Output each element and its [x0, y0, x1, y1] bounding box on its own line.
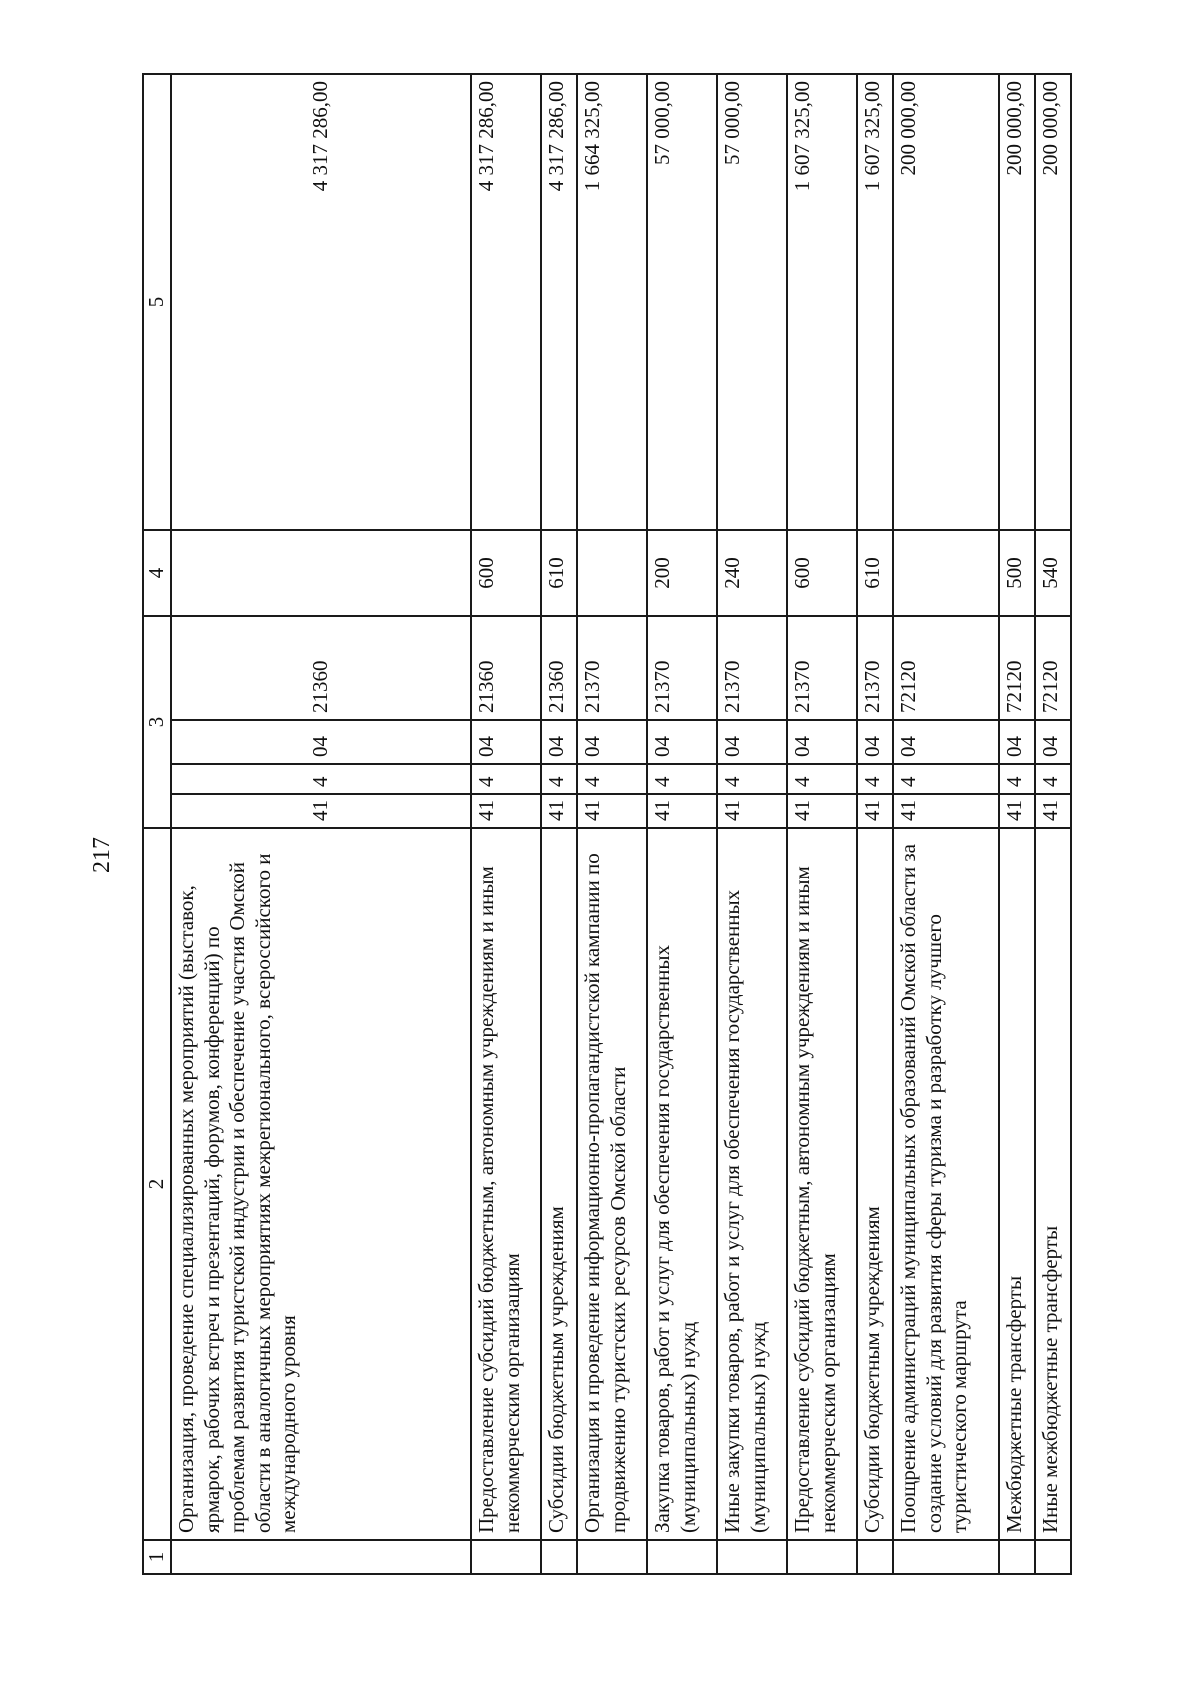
row-code-direction: 21370 — [577, 616, 647, 720]
table-row — [893, 74, 999, 1574]
row-code-direction: 72120 — [1035, 616, 1071, 720]
row-code-program: 41 — [471, 794, 541, 828]
row-code-program: 41 — [717, 794, 787, 828]
header-row — [143, 74, 171, 1574]
row-amount: 4 317 286,00 — [171, 74, 471, 530]
row-code-subprogram: 4 — [717, 764, 787, 794]
row-code-event: 04 — [787, 720, 857, 764]
table-row — [471, 74, 541, 1574]
row-code-direction: 21370 — [647, 616, 717, 720]
header-col-3: 3 — [143, 616, 171, 828]
header-col-2: 2 — [143, 828, 171, 1540]
row-col1 — [577, 1540, 647, 1574]
row-code-direction: 72120 — [999, 616, 1035, 720]
row-code-direction: 21370 — [787, 616, 857, 720]
row-code-program: 41 — [647, 794, 717, 828]
table-row — [857, 74, 893, 1574]
row-amount: 1 607 325,00 — [787, 74, 857, 530]
header-col-1: 1 — [143, 1540, 171, 1574]
page-number: 217 — [89, 837, 115, 873]
row-col1 — [787, 1540, 857, 1574]
row-code-program: 41 — [857, 794, 893, 828]
row-col1 — [1035, 1540, 1071, 1574]
row-amount: 4 317 286,00 — [471, 74, 541, 530]
row-code-event: 04 — [893, 720, 999, 764]
row-code-subprogram: 4 — [787, 764, 857, 794]
row-col1 — [541, 1540, 577, 1574]
row-expense-type: 200 — [647, 530, 717, 616]
row-code-direction: 21360 — [471, 616, 541, 720]
row-name: Субсидии бюджетным учреждениям — [541, 828, 577, 1540]
budget-table — [142, 73, 1072, 1575]
row-code-subprogram: 4 — [541, 764, 577, 794]
row-code-event: 04 — [857, 720, 893, 764]
row-name: Предоставление субсидий бюджетным, автономным учреждениям и иным некоммерческим организациям — [471, 828, 541, 1540]
row-code-subprogram: 4 — [893, 764, 999, 794]
row-code-event: 04 — [717, 720, 787, 764]
row-code-event: 04 — [647, 720, 717, 764]
row-amount: 57 000,00 — [717, 74, 787, 530]
row-code-subprogram: 4 — [1035, 764, 1071, 794]
row-code-program: 41 — [893, 794, 999, 828]
row-expense-type: 500 — [999, 530, 1035, 616]
row-expense-type: 600 — [787, 530, 857, 616]
table-row — [717, 74, 787, 1574]
table-row — [577, 74, 647, 1574]
row-amount: 1 664 325,00 — [577, 74, 647, 530]
row-code-direction: 21370 — [717, 616, 787, 720]
row-col1 — [893, 1540, 999, 1574]
row-name: Иные межбюджетные трансферты — [1035, 828, 1071, 1540]
row-name: Межбюджетные трансферты — [999, 828, 1035, 1540]
row-code-program: 41 — [171, 794, 471, 828]
header-col-5: 5 — [143, 74, 171, 530]
table-row — [787, 74, 857, 1574]
row-name: Субсидии бюджетным учреждениям — [857, 828, 893, 1540]
row-amount: 57 000,00 — [647, 74, 717, 530]
header-col-4: 4 — [143, 530, 171, 616]
row-code-subprogram: 4 — [471, 764, 541, 794]
row-col1 — [171, 1540, 471, 1574]
row-amount: 200 000,00 — [1035, 74, 1071, 530]
row-code-program: 41 — [1035, 794, 1071, 828]
row-code-event: 04 — [1035, 720, 1071, 764]
row-code-event: 04 — [471, 720, 541, 764]
row-expense-type: 610 — [541, 530, 577, 616]
table-row — [1035, 74, 1071, 1574]
row-expense-type: 610 — [857, 530, 893, 616]
row-name: Иные закупки товаров, работ и услуг для обеспечения государственных (муниципальных) нужд — [717, 828, 787, 1540]
row-code-event: 04 — [999, 720, 1035, 764]
row-code-direction: 21360 — [541, 616, 577, 720]
row-col1 — [999, 1540, 1035, 1574]
row-name: Предоставление субсидий бюджетным, автономным учреждениям и иным некоммерческим организациям — [787, 828, 857, 1540]
table-row — [171, 74, 471, 1574]
row-col1 — [647, 1540, 717, 1574]
row-code-direction: 72120 — [893, 616, 999, 720]
row-amount: 1 607 325,00 — [857, 74, 893, 530]
row-amount: 200 000,00 — [893, 74, 999, 530]
row-amount: 4 317 286,00 — [541, 74, 577, 530]
row-code-direction: 21360 — [171, 616, 471, 720]
row-name: Поощрение администраций муниципальных образований Омской области за создание условий для развития сферы туризма и разработку лучшего туристического маршрута — [893, 828, 999, 1540]
row-name: Закупка товаров, работ и услуг для обеспечения государственных (муниципальных) нужд — [647, 828, 717, 1540]
row-col1 — [857, 1540, 893, 1574]
row-code-event: 04 — [541, 720, 577, 764]
row-code-program: 41 — [577, 794, 647, 828]
row-code-subprogram: 4 — [171, 764, 471, 794]
row-code-event: 04 — [171, 720, 471, 764]
table-body — [171, 74, 1071, 1574]
row-name: Организация и проведение информационно-пропагандистской кампании по продвижению туристских ресурсов Омской области — [577, 828, 647, 1540]
table-row — [647, 74, 717, 1574]
row-code-program: 41 — [999, 794, 1035, 828]
row-expense-type — [577, 530, 647, 616]
row-code-subprogram: 4 — [647, 764, 717, 794]
row-code-program: 41 — [787, 794, 857, 828]
row-expense-type: 600 — [471, 530, 541, 616]
row-col1 — [717, 1540, 787, 1574]
table-row — [999, 74, 1035, 1574]
table-header — [143, 74, 171, 1574]
row-amount: 200 000,00 — [999, 74, 1035, 530]
row-code-event: 04 — [577, 720, 647, 764]
row-col1 — [471, 1540, 541, 1574]
row-code-direction: 21370 — [857, 616, 893, 720]
row-code-subprogram: 4 — [577, 764, 647, 794]
row-code-program: 41 — [541, 794, 577, 828]
row-name: Организация, проведение специализированных мероприятий (выставок, ярмарок, рабочих встреч и презентаций, форумов, конференций) по проблемам развития туристской индустрии и обеспечение участия Омской области в аналогичных мероприятиях межрегионального, всероссийского и международного уровня — [171, 828, 471, 1540]
row-expense-type: 240 — [717, 530, 787, 616]
row-code-subprogram: 4 — [999, 764, 1035, 794]
table-row — [541, 74, 577, 1574]
budget-table-frame — [142, 75, 1062, 1575]
row-expense-type — [171, 530, 471, 616]
row-expense-type — [893, 530, 999, 616]
row-expense-type: 540 — [1035, 530, 1071, 616]
row-code-subprogram: 4 — [857, 764, 893, 794]
